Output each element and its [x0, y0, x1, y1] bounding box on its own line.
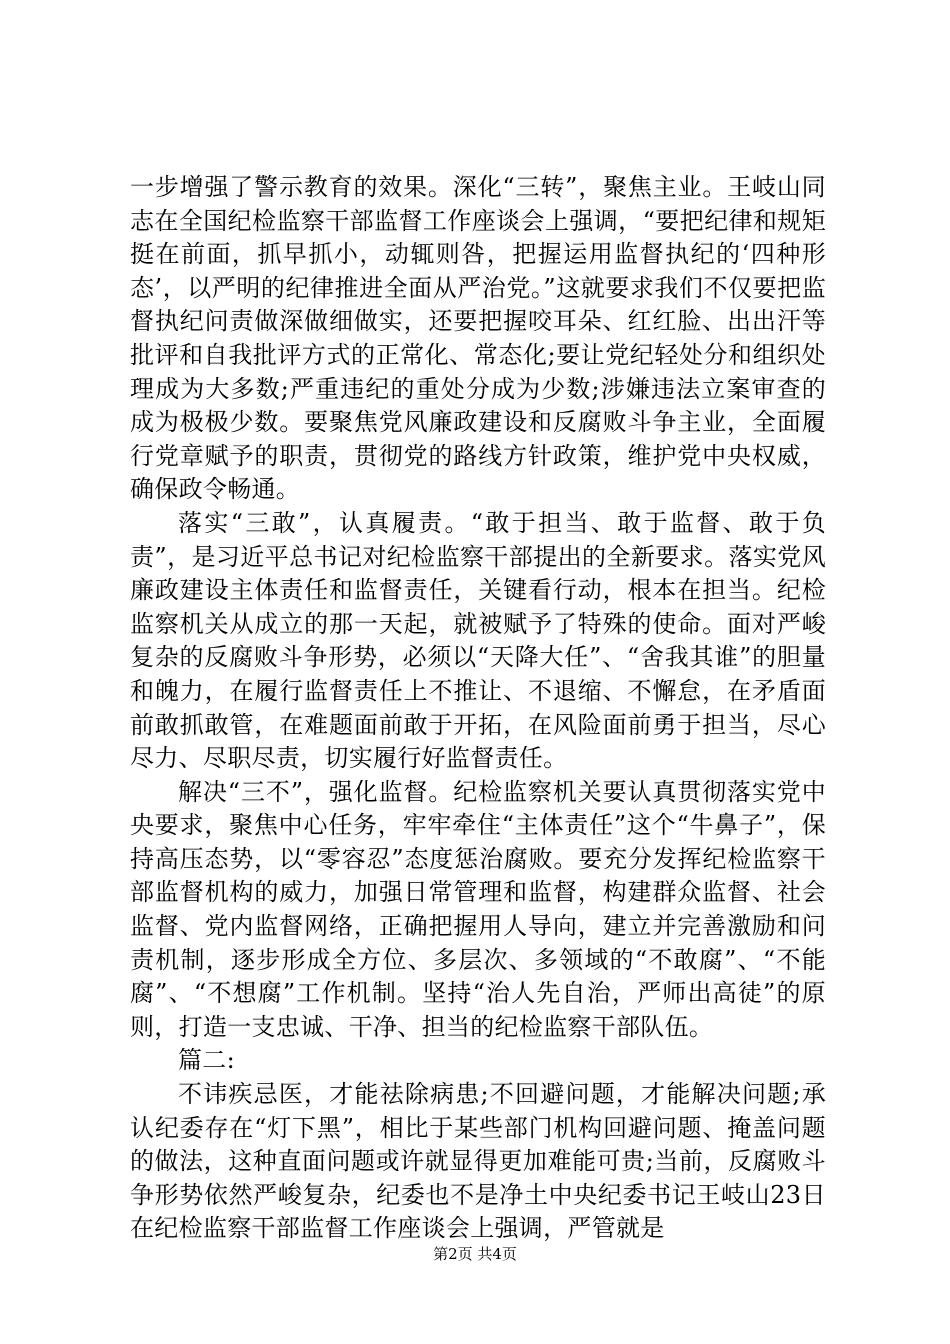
- section-heading: 篇二:: [178, 1046, 235, 1075]
- page-number-footer: 第2页 共4页: [433, 1245, 517, 1263]
- document-body: [130, 171, 826, 1246]
- paragraph-4: 不讳疾忌医，才能祛除病患;不回避问题，才能解决问题;承认纪委存在“灯下黑”，相比于某些部门机构回避问题、掩盖问题的做法，这种直面问题或许就显得更加难能可贵;当前，反腐败斗争形势依然严峻复杂，纪委也不是净土中央纪委书记王岐山23日在纪检监察干部监督工作座谈会上强调，严管就是: [130, 1080, 826, 1243]
- paragraph-3: 解决“三不”，强化监督。纪检监察机关要认真贯彻落实党中央要求，聚焦中心任务，牢牢牵住“主体责任”这个“牛鼻子”，保持高压态势，以“零容忍”态度惩治腐败。要充分发挥纪检监察干部监督机构的威力，加强日常管理和监督，构建群众监督、社会监督、党内监督网络，正确把握用人导向，建立并完善激励和问责机制，逐步形成全方位、多层次、多领域的“不敢腐”、“不能腐”、“不想腐”工作机制。坚持“治人先自治，严师出高徒”的原则，打造一支忠诚、干净、担当的纪检监察干部队伍。: [130, 777, 826, 1041]
- paragraph-2: 落实“三敢”，认真履责。“敢于担当、敢于监督、敢于负责”，是习近平总书记对纪检监察干部提出的全新要求。落实党风廉政建设主体责任和监督责任，关键看行动，根本在担当。纪检监察机关从成立的那一天起，就被赋予了特殊的使命。面对严峻复杂的反腐败斗争形势，必须以“天降大任”、“舍我其谁”的胆量和魄力，在履行监督责任上不推让、不退缩、不懈怠，在矛盾面前敢抓敢管，在难题面前敢于开拓，在风险面前勇于担当，尽心尽力、尽职尽责，切实履行好监督责任。: [130, 508, 826, 773]
- paragraph-1: 一步增强了警示教育的效果。深化“三转”，聚焦主业。王岐山同志在全国纪检监察干部监督工作座谈会上强调，“要把纪律和规矩挺在前面，抓早抓小，动辄则咎，把握运用监督执纪的‘四种形态’，以严明的纪律推进全面从严治党。”这就要求我们不仅要把监督执纪问责做深做细做实，还要把握咬耳朵、红红脸、出出汗等批评和自我批评方式的正常化、常态化;要让党纪轻处分和组织处理成为大多数;严重违纪的重处分成为少数;涉嫌违法立案审查的成为极极少数。要聚焦党风廉政建设和反腐败斗争主业，全面履行党章赋予的职责，贯彻党的路线方针政策，维护党中央权威，确保政令畅通。: [130, 173, 826, 504]
